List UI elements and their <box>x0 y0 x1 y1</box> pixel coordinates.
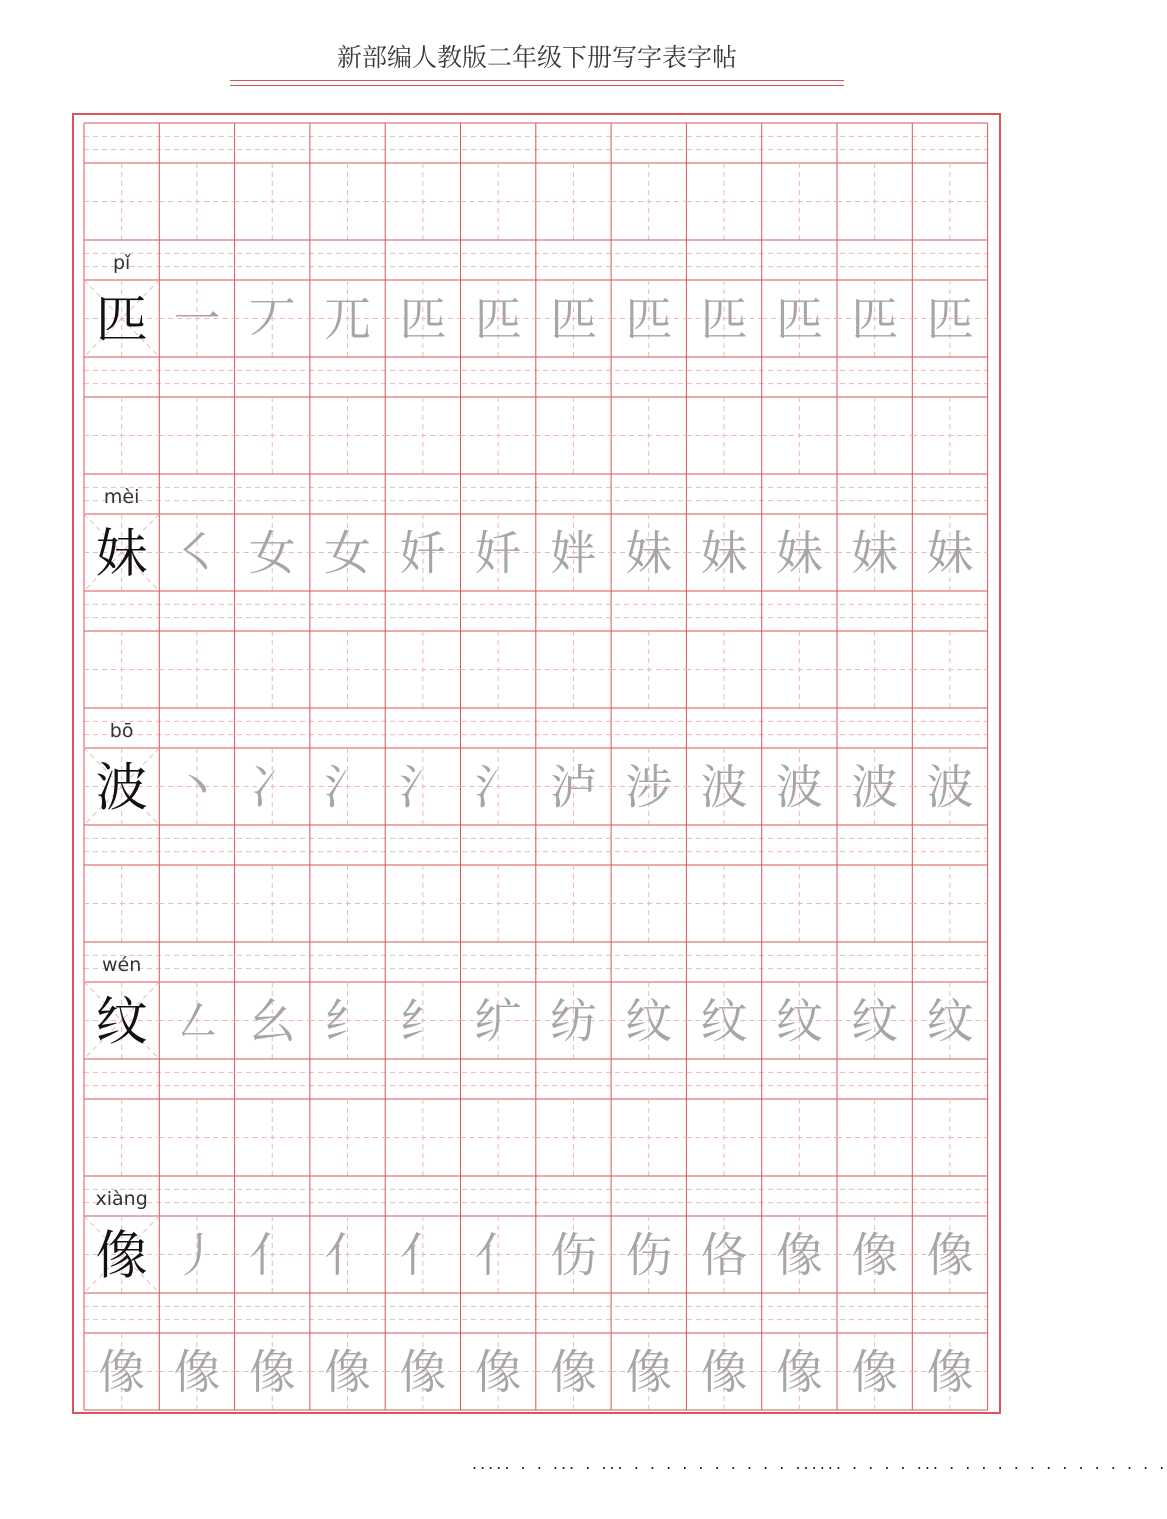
stroke-order-step: ㇜ <box>173 994 221 1050</box>
stroke-order-step: 女 <box>324 526 372 582</box>
stroke-order-step: 兀 <box>324 292 372 348</box>
stroke-order-step: 波 <box>926 760 974 816</box>
page-title: 新部编人教版二年级下册写字表字帖 <box>336 43 737 72</box>
trace-character: 像 <box>926 1345 974 1401</box>
stroke-order-step: 纩 <box>474 994 522 1050</box>
trace-character: 像 <box>248 1345 296 1401</box>
stroke-order-step: 妹 <box>926 526 974 582</box>
trace-character: 像 <box>549 1345 597 1401</box>
stroke-order-step: 纹 <box>775 994 823 1050</box>
stroke-order-step: 匹 <box>851 292 899 348</box>
stroke-order-step: 氵 <box>399 760 447 816</box>
stroke-order-step: 纹 <box>926 994 974 1050</box>
trace-character: 像 <box>625 1345 673 1401</box>
trace-character: 像 <box>474 1345 522 1401</box>
footer-dots: ..... . . ... . ... . . . . . . . . . . ...... . . . . ... . . . . . . . . . . . . . . <box>472 1454 1167 1473</box>
stroke-order-step: 纟 <box>324 994 372 1050</box>
title-underline-thin <box>230 85 844 86</box>
stroke-order-step: 匹 <box>625 292 673 348</box>
stroke-order-step: 波 <box>851 760 899 816</box>
stroke-order-step: 纹 <box>625 994 673 1050</box>
pinyin-label: xiàng <box>95 1187 148 1210</box>
stroke-order-step: 妹 <box>700 526 748 582</box>
stroke-order-step: 波 <box>775 760 823 816</box>
example-character: 匹 <box>95 290 148 351</box>
stroke-order-step: 妹 <box>625 526 673 582</box>
stroke-order-step: 亻 <box>399 1228 447 1284</box>
trace-character: 像 <box>700 1345 748 1401</box>
stroke-order-step: 亻 <box>248 1228 296 1284</box>
stroke-order-step: 妹 <box>775 526 823 582</box>
trace-character: 像 <box>98 1345 146 1401</box>
trace-character: 像 <box>775 1345 823 1401</box>
trace-character: 像 <box>324 1345 372 1401</box>
title-underline <box>230 80 844 81</box>
stroke-order-step: 氵 <box>324 760 372 816</box>
stroke-order-step: 纟 <box>399 994 447 1050</box>
stroke-order-step: 亻 <box>324 1228 372 1284</box>
trace-character: 像 <box>399 1345 447 1401</box>
stroke-order-step: 匹 <box>399 292 447 348</box>
trace-character: 像 <box>851 1345 899 1401</box>
stroke-order-step: 亻 <box>474 1228 522 1284</box>
practice-sheet-frame <box>72 113 1001 1414</box>
stroke-order-step: 纹 <box>700 994 748 1050</box>
stroke-order-step: 丆 <box>248 292 296 348</box>
stroke-order-step: 纺 <box>549 994 597 1050</box>
example-character: 波 <box>95 758 148 819</box>
stroke-order-step: 匹 <box>926 292 974 348</box>
stroke-order-step: 一 <box>173 292 221 348</box>
example-character: 纹 <box>95 992 148 1053</box>
stroke-order-step: 纹 <box>851 994 899 1050</box>
stroke-order-step: 匹 <box>474 292 522 348</box>
stroke-order-step: 奷 <box>474 526 522 582</box>
stroke-order-step: 冫 <box>248 760 296 816</box>
stroke-order-step: 像 <box>926 1228 974 1284</box>
pinyin-label: wén <box>102 953 142 976</box>
stroke-order-step: 伤 <box>625 1228 673 1284</box>
practice-grid <box>74 115 999 1412</box>
stroke-order-step: 丿 <box>173 1228 221 1284</box>
example-character: 妹 <box>95 524 148 585</box>
pinyin-label: pǐ <box>112 251 131 274</box>
stroke-order-step: ㇛ <box>173 526 221 582</box>
stroke-order-step: 女 <box>248 526 296 582</box>
stroke-order-step: 匹 <box>775 292 823 348</box>
stroke-order-step: 姅 <box>549 526 597 582</box>
example-character: 像 <box>95 1226 148 1287</box>
stroke-order-step: 涉 <box>625 760 673 816</box>
pinyin-label: mèi <box>103 485 140 508</box>
stroke-order-step: 像 <box>851 1228 899 1284</box>
stroke-order-step: 泸 <box>549 760 597 816</box>
stroke-order-step: 伤 <box>549 1228 597 1284</box>
stroke-order-step: 匹 <box>700 292 748 348</box>
stroke-order-step: 匹 <box>549 292 597 348</box>
stroke-order-step: 奷 <box>399 526 447 582</box>
stroke-order-step: 像 <box>775 1228 823 1284</box>
stroke-order-step: 幺 <box>248 994 296 1050</box>
trace-character: 像 <box>173 1345 221 1401</box>
stroke-order-step: 佫 <box>700 1228 748 1284</box>
pinyin-label: bō <box>109 719 134 742</box>
stroke-order-step: 氵 <box>474 760 522 816</box>
stroke-order-step: 妹 <box>851 526 899 582</box>
stroke-order-step: 波 <box>700 760 748 816</box>
stroke-order-step: 丶 <box>173 760 221 816</box>
